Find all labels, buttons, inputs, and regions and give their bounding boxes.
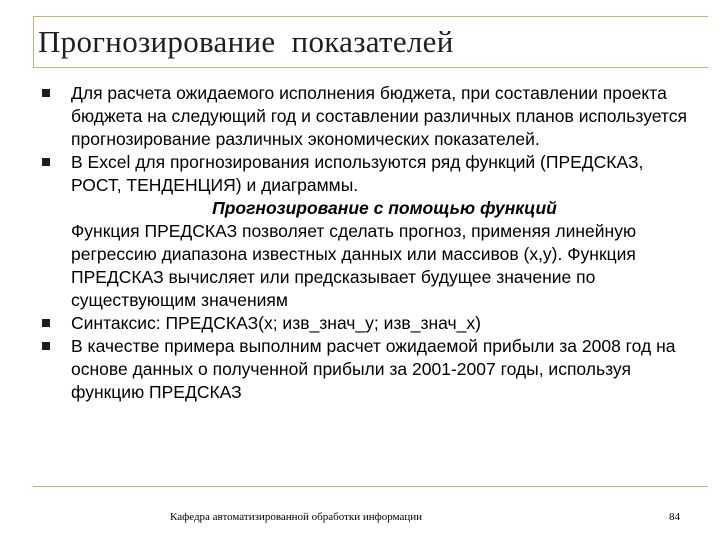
footer-department: Кафедра автоматизированной обработки информации	[170, 511, 423, 523]
paragraph-text: В качестве примера выполним расчет ожидаемой прибыли за 2008 год на основе данных о полученной прибыли за 2001-2007 годы, используя функцию ПРЕДСКАЗ	[71, 336, 676, 402]
section-heading: Прогнозирование с помощью функций	[212, 198, 557, 218]
paragraph-text: Синтаксис: ПРЕДСКАЗ(x; изв_знач_y; изв_знач_x)	[71, 313, 481, 333]
paragraph-6	[38, 335, 698, 404]
title-frame-top	[33, 16, 708, 17]
paragraph-text: Для расчета ожидаемого исполнения бюджета, при составлении проекта бюджета на следующий год и составлении различных планов используется прогнозирование различных экономических показателей.	[71, 83, 687, 149]
slide-content	[38, 82, 698, 404]
square-bullet-icon	[42, 89, 50, 97]
title-frame-bottom	[33, 67, 708, 68]
paragraph-1	[38, 82, 698, 151]
paragraph-5	[38, 312, 698, 335]
paragraph-text: В Excel для прогнозирования используются ряд функций (ПРЕДСКАЗ, РОСТ, ТЕНДЕНЦИЯ) и диаграммы.	[71, 152, 644, 195]
footer-divider	[33, 486, 708, 487]
title-frame-left	[33, 16, 34, 68]
slide-title: Прогнозирование показателей	[38, 24, 454, 59]
paragraph-4	[38, 220, 698, 312]
paragraph-2	[38, 151, 698, 197]
square-bullet-icon	[42, 158, 50, 166]
paragraph-text: Функция ПРЕДСКАЗ позволяет сделать прогноз, применяя линейную регрессию диапазона известных данных или массивов (x,y). Функция ПРЕДСКАЗ вычисляет или предсказывает будущее значение по существующим значениям	[71, 221, 637, 310]
square-bullet-icon	[42, 319, 50, 327]
page-number: 84	[669, 511, 680, 523]
square-bullet-icon	[42, 342, 50, 350]
